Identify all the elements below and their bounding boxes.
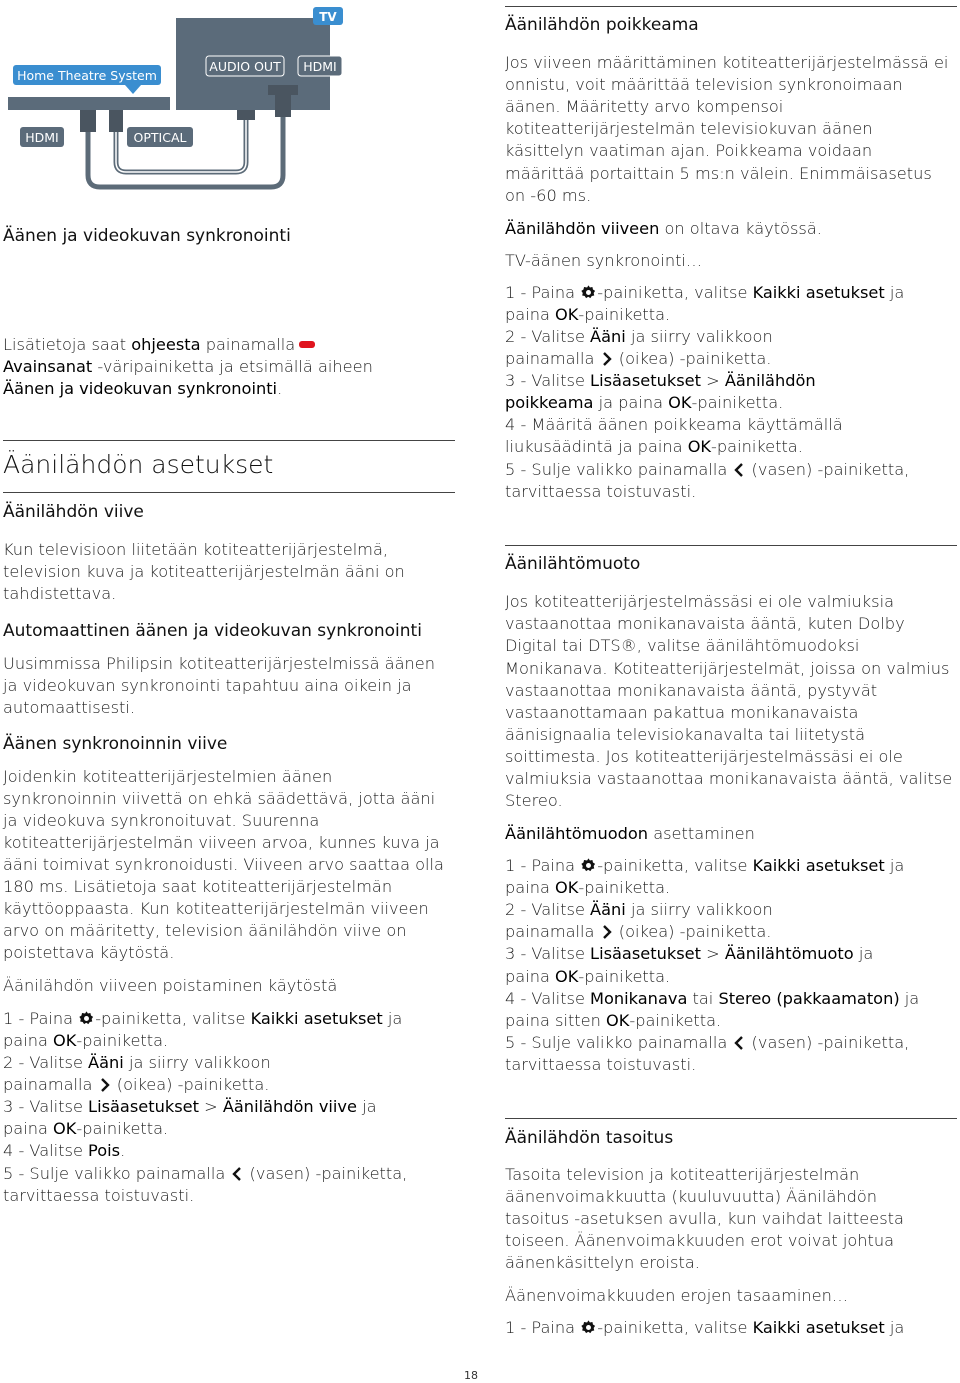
chevron-left-icon xyxy=(732,1035,746,1051)
step-line: 3 - Valitse Lisäasetukset > Äänilähdön xyxy=(505,371,816,390)
level-line: äänenkäsittelyn eroista. xyxy=(505,1253,700,1272)
step-line: 2 - Valitse Ääni ja siirry valikkoon xyxy=(3,1053,271,1072)
sync-delay-line: 180 ms. Lisätietoja saat kotiteatterijärjestelmän xyxy=(3,877,393,896)
hdmi-hts-label: HDMI xyxy=(25,130,59,145)
step-line: paina OK-painiketta. xyxy=(3,1031,169,1050)
section-divider xyxy=(3,440,455,441)
step-line: 4 - Määritä äänen poikkeama käyttämällä xyxy=(505,415,843,434)
step-line: paina sitten OK-painiketta. xyxy=(505,1011,722,1030)
offset-title: Äänilähdön poikkeama xyxy=(505,15,699,35)
hts-hdmi-plug xyxy=(80,110,96,132)
step-line: painamalla (oikea) -painiketta. xyxy=(505,922,772,941)
chevron-right-icon xyxy=(98,1077,112,1093)
step-line: tarvittaessa toistuvasti. xyxy=(505,1055,697,1074)
help-link[interactable]: ohjeesta xyxy=(131,335,201,354)
sync-more-info-line: Lisätietoja saat ohjeesta painamalla xyxy=(3,334,315,356)
delay-title: Äänilähdön viive xyxy=(3,502,144,522)
page-number: 18 xyxy=(464,1369,478,1382)
format-line: Jos kotiteatterijärjestelmässäsi ei ole valmiuksia xyxy=(505,592,895,611)
step-line: poikkeama ja paina OK-painiketta. xyxy=(505,393,784,412)
format-line: äänisignaalia televisiokanavalta tai liitetystä xyxy=(505,725,866,744)
sync-delay-line: poistettava käytöstä. xyxy=(3,943,175,962)
step-line: liukusäädintä ja paina OK-painiketta. xyxy=(505,437,803,456)
tv-sync-subtitle: TV-äänen synkronointi… xyxy=(505,251,703,270)
optical-label: OPTICAL xyxy=(133,130,187,145)
section-title: Äänilähdön asetukset xyxy=(3,450,274,479)
red-key-icon xyxy=(299,341,315,348)
hts-device xyxy=(8,97,170,110)
chevron-left-icon xyxy=(230,1166,244,1182)
offset-line: määrittää portaittain 5 ms:n välein. Enimmäisasetus xyxy=(505,164,932,183)
section-divider xyxy=(505,545,957,546)
tv-optical-connector xyxy=(237,110,255,120)
step-line: 1 - Paina -painiketta, valitse Kaikki asetukset ja xyxy=(3,1009,403,1028)
delay-paragraph-line: tahdistettava. xyxy=(3,584,117,603)
offset-requirement: Äänilähdön viiveen on oltava käytössä. xyxy=(505,219,822,238)
format-line: vastaanottamaan pakattua monikanavaista xyxy=(505,703,859,722)
delay-paragraph-line: television kuva ja kotiteatterijärjestelmän ääni on xyxy=(3,562,405,581)
format-line: Monikanava. Kotiteatterijärjestelmät, joissa on valmius xyxy=(505,659,950,678)
step-line: 5 - Sulje valikko painamalla (vasen) -painiketta, xyxy=(505,460,910,479)
sync-more-info-line: Avainsanat -väripainiketta ja etsimällä aiheen xyxy=(3,357,373,376)
hts-optical-plug xyxy=(109,110,123,132)
step-line: 5 - Sulje valikko painamalla (vasen) -painiketta, xyxy=(3,1164,408,1183)
level-title: Äänilähdön tasoitus xyxy=(505,1128,674,1148)
disable-delay-title: Äänilähdön viiveen poistaminen käytöstä xyxy=(3,976,338,995)
sync-delay-title: Äänen synkronoinnin viive xyxy=(3,734,228,754)
offset-line: onnistu, voit määrittää television synkronoimaan xyxy=(505,75,903,94)
format-line: Stereo. xyxy=(505,791,563,810)
format-line: vastaanottaa monikanavaista ääntä, kuten Dolby xyxy=(505,614,905,633)
gear-icon xyxy=(78,1010,95,1027)
offset-line: kotiteatterijärjestelmän televisiokuvan äänen xyxy=(505,119,873,138)
step-line: 4 - Valitse Pois. xyxy=(3,1141,126,1160)
step-line: 3 - Valitse Lisäasetukset > Äänilähdön viive ja xyxy=(3,1097,377,1116)
offset-line: käsittelyn vaatiman ajan. Poikkeama voidaan xyxy=(505,141,873,160)
level-line: äänenvoimakkuutta (kuuluvuutta) Äänilähdön xyxy=(505,1187,878,1206)
sync-title: Äänen ja videokuvan synkronointi xyxy=(3,226,291,246)
offset-line: on -60 ms. xyxy=(505,186,592,205)
level-line: toiseen. Äänenvoimakkuuden erot voivat johtua xyxy=(505,1231,895,1250)
delay-paragraph-line: Kun televisioon liitetään kotiteatterijärjestelmä, xyxy=(3,540,389,559)
step-line: 2 - Valitse Ääni ja siirry valikkoon xyxy=(505,327,773,346)
format-line: valmiuksia vastaanottaa monikanavaista ääntä, valitse xyxy=(505,769,953,788)
section-divider xyxy=(505,1118,957,1119)
format-line: soittimesta. Jos kotiteatterijärjestelmässäsi ei ole xyxy=(505,747,903,766)
offset-line: Jos viiveen määrittäminen kotiteatterijärjestelmässä ei xyxy=(505,53,949,72)
tv-badge-label: TV xyxy=(319,10,337,24)
hdmi-tv-label: HDMI xyxy=(303,59,337,74)
hts-label: Home Theatre System xyxy=(17,68,157,83)
sync-delay-line: Joidenkin kotiteatterijärjestelmien äänen xyxy=(3,767,333,786)
auto-sync-title: Automaattinen äänen ja videokuvan synkronointi xyxy=(3,621,422,641)
format-line: vastaanottaa monikanavaista ääntä, pystyvät xyxy=(505,681,878,700)
step-line: painamalla (oikea) -painiketta. xyxy=(505,349,772,368)
sync-delay-line: synkronoinnin viivettä on ehkä säädettävä, jotta ääni xyxy=(3,789,436,808)
sync-more-info-line: Äänen ja videokuvan synkronointi. xyxy=(3,379,283,398)
chevron-left-icon xyxy=(732,462,746,478)
level-subtitle: Äänenvoimakkuuden erojen tasaaminen… xyxy=(505,1286,849,1305)
sync-delay-line: arvo on määritetty, television äänilähdön viive on xyxy=(3,921,407,940)
auto-sync-line: ja videokuvan synkronointi tapahtuu aina oikein ja xyxy=(3,676,412,695)
sync-delay-line: ja videokuva synkronoituvat. Suurenna xyxy=(3,811,320,830)
step-line: paina OK-painiketta. xyxy=(505,305,671,324)
step-line: tarvittaessa toistuvasti. xyxy=(3,1186,195,1205)
step-line: 2 - Valitse Ääni ja siirry valikkoon xyxy=(505,900,773,919)
section-divider xyxy=(505,6,957,7)
auto-sync-line: automaattisesti. xyxy=(3,698,136,717)
step-line: 1 - Paina -painiketta, valitse Kaikki asetukset ja xyxy=(505,1318,905,1337)
step-line: 3 - Valitse Lisäasetukset > Äänilähtömuoto ja xyxy=(505,944,874,963)
step-line: painamalla (oikea) -painiketta. xyxy=(3,1075,270,1094)
hts-badge-pointer xyxy=(125,85,141,94)
offset-line: äänen. Määritetty arvo kompensoi xyxy=(505,97,784,116)
level-line: tasoitus -asetuksen avulla, kun vaihdat laitteesta xyxy=(505,1209,904,1228)
sync-delay-line: ääni toimivat synkronoidusti. Viiveen arvo saattaa olla xyxy=(3,855,444,874)
tv-hdmi-plug xyxy=(275,95,291,117)
sync-delay-line: käyttöoppaasta. Kun kotiteatterijärjestelmän viiveen xyxy=(3,899,429,918)
auto-sync-line: Uusimmissa Philipsin kotiteatterijärjestelmissä äänen xyxy=(3,654,435,673)
step-line: paina OK-painiketta. xyxy=(3,1119,169,1138)
step-line: 4 - Valitse Monikanava tai Stereo (pakkaamaton) ja xyxy=(505,989,920,1008)
step-line: tarvittaessa toistuvasti. xyxy=(505,482,697,501)
section-divider xyxy=(3,492,455,493)
format-line: Digital tai DTS®, valitse äänilähtömuodoksi xyxy=(505,636,860,655)
chevron-right-icon xyxy=(600,924,614,940)
step-line: 5 - Sulje valikko painamalla (vasen) -painiketta, xyxy=(505,1033,910,1052)
tv-hdmi-connector xyxy=(268,85,298,95)
sync-delay-line: kotiteatterijärjestelmän viiveen arvoa, kunnes kuva ja xyxy=(3,833,440,852)
format-set-subtitle: Äänilähtömuodon asettaminen xyxy=(505,824,755,843)
gear-icon xyxy=(580,857,597,874)
gear-icon xyxy=(580,1319,597,1336)
step-line: 1 - Paina -painiketta, valitse Kaikki asetukset ja xyxy=(505,856,905,875)
gear-icon xyxy=(580,284,597,301)
step-line: 1 - Paina -painiketta, valitse Kaikki asetukset ja xyxy=(505,283,905,302)
connection-diagram xyxy=(0,0,470,205)
level-line: Tasoita television ja kotiteatterijärjestelmän xyxy=(505,1165,860,1184)
chevron-right-icon xyxy=(600,351,614,367)
audio-out-label: AUDIO OUT xyxy=(209,59,281,74)
step-line: paina OK-painiketta. xyxy=(505,878,671,897)
step-line: paina OK-painiketta. xyxy=(505,967,671,986)
format-title: Äänilähtömuoto xyxy=(505,554,641,574)
